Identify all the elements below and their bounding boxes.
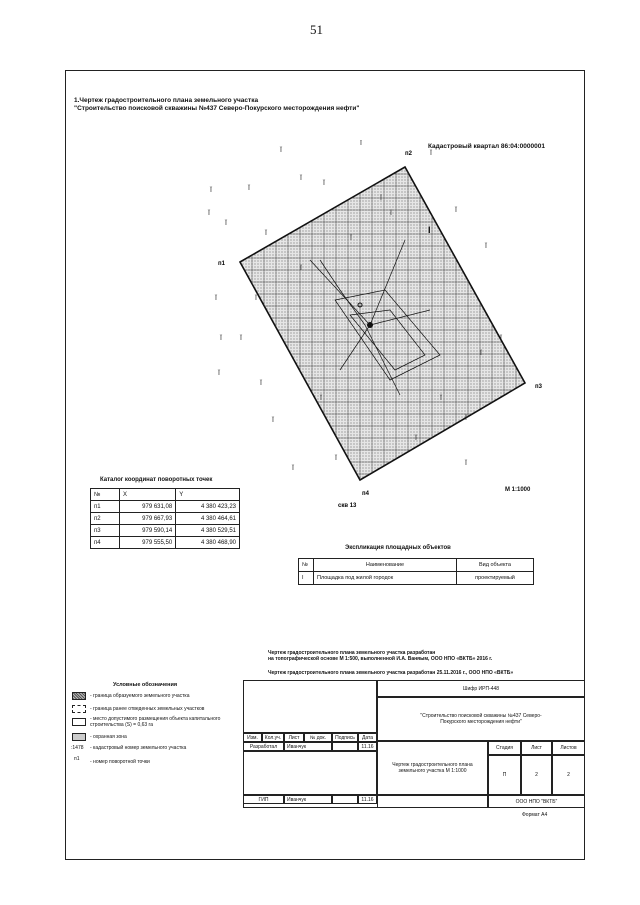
cadastral-quarter-label: Кадастровый квартал 86:04:0000001 bbox=[428, 143, 545, 150]
legend-swatch-protection-zone bbox=[72, 733, 86, 741]
cell-point: п2 bbox=[91, 513, 120, 525]
point-label-n4: п4 bbox=[362, 491, 369, 497]
cell-x: 979 667,93 bbox=[120, 513, 176, 525]
catalog-title: Каталог координат поворотных точек bbox=[100, 477, 213, 483]
svg-text:ĭ: ĭ bbox=[320, 395, 322, 402]
stamp-name: Иванчук bbox=[284, 742, 332, 751]
page-number: 51 bbox=[310, 22, 323, 37]
svg-text:ĭ: ĭ bbox=[210, 187, 212, 194]
svg-text:ĭ: ĭ bbox=[360, 140, 362, 147]
table-header-row bbox=[91, 489, 240, 501]
stamp-cipher: Шифр ИРП-448 bbox=[377, 680, 585, 697]
svg-text:ĭ: ĭ bbox=[248, 185, 250, 192]
svg-text:ĭ: ĭ bbox=[430, 150, 432, 157]
col-header-name: Наименование bbox=[314, 559, 457, 572]
stamp-empty-rows bbox=[243, 751, 377, 795]
table-row bbox=[91, 513, 240, 525]
note-line: на топографической основе М 1:500, выполненной И.А. Ваняым, ООО НПО «ВКТБ» 2016 г. bbox=[268, 656, 493, 662]
cell-point: п4 bbox=[91, 537, 120, 549]
cell-x: 979 631,08 bbox=[120, 501, 176, 513]
drawing-title bbox=[74, 97, 359, 113]
stamp-sheets-header: Листов bbox=[552, 741, 585, 755]
legend-cadastral-sample: :1478 bbox=[71, 745, 84, 751]
cell-type: проектируемый bbox=[457, 572, 534, 585]
explication-table bbox=[298, 558, 534, 585]
col-header-x: X bbox=[120, 489, 176, 501]
svg-text:ĭ: ĭ bbox=[218, 370, 220, 377]
legend-item: - граница образуемого земельного участка bbox=[90, 693, 190, 699]
stamp-stage-value: П bbox=[488, 755, 521, 795]
stamp-stage-header: Стадия bbox=[488, 741, 521, 755]
svg-text:ĭ: ĭ bbox=[220, 335, 222, 342]
table-header-row bbox=[299, 559, 534, 572]
stamp-date: 11.16 bbox=[358, 742, 377, 751]
col-header-num: № bbox=[91, 489, 120, 501]
legend-item: - номер поворотной точки bbox=[90, 759, 150, 765]
svg-text:ĭ: ĭ bbox=[465, 460, 467, 467]
stamp-header: Изм. bbox=[243, 733, 262, 742]
map-scale: М 1:1000 bbox=[505, 487, 531, 493]
legend-swatch-border bbox=[72, 705, 86, 713]
legend-swatch-building bbox=[72, 718, 86, 726]
legend-item: - кадастровый номер земельного участка bbox=[90, 745, 187, 751]
stamp-role: ГИП bbox=[243, 795, 284, 804]
stamp-date: 11.16 bbox=[358, 795, 377, 804]
cell-point: п1 bbox=[91, 501, 120, 513]
point-label-n2: п2 bbox=[405, 151, 412, 157]
svg-text:ĭ: ĭ bbox=[300, 265, 302, 272]
point-label-n3: п3 bbox=[535, 384, 542, 390]
svg-text:ĭ: ĭ bbox=[500, 335, 502, 342]
svg-text:ĭ: ĭ bbox=[300, 175, 302, 182]
svg-text:ĭ: ĭ bbox=[292, 465, 294, 472]
legend-swatch-plot bbox=[72, 692, 86, 700]
stamp-header: № док. bbox=[304, 733, 332, 742]
cell-y: 4 380 468,90 bbox=[176, 537, 240, 549]
object-label: I bbox=[428, 225, 431, 235]
col-header-type: Вид объекта bbox=[457, 559, 534, 572]
table-row bbox=[299, 572, 534, 585]
col-header-num: № bbox=[299, 559, 314, 572]
stamp-organization: ООО НПО "ВКТБ" bbox=[488, 795, 585, 808]
svg-text:ĭ: ĭ bbox=[272, 417, 274, 424]
stamp-sheets-value: 2 bbox=[552, 755, 585, 795]
svg-text:ĭ: ĭ bbox=[415, 435, 417, 442]
stamp-blank bbox=[377, 795, 488, 808]
svg-text:ĭ: ĭ bbox=[260, 380, 262, 387]
stamp-format: Формат А4 bbox=[522, 812, 548, 818]
stamp-header: Дата bbox=[358, 733, 377, 742]
land-plot-area bbox=[240, 167, 525, 480]
svg-text:ĭ: ĭ bbox=[215, 295, 217, 302]
note-line: Чертеж градостроительного плана земельного участка разработан 25.11.2016 г., ООО НПО «ВКТБ» bbox=[268, 670, 514, 676]
col-header-y: Y bbox=[176, 489, 240, 501]
svg-text:ĭ: ĭ bbox=[265, 230, 267, 237]
svg-text:ĭ: ĭ bbox=[255, 295, 257, 302]
svg-text:ĭ: ĭ bbox=[350, 235, 352, 242]
stamp-sheet-header: Лист bbox=[521, 741, 552, 755]
title-line-1: 1.Чертеж градостроительного плана земельного участка bbox=[74, 97, 259, 104]
svg-text:ĭ: ĭ bbox=[390, 210, 392, 217]
svg-text:ĭ: ĭ bbox=[335, 455, 337, 462]
table-row bbox=[91, 537, 240, 549]
table-row bbox=[91, 525, 240, 537]
stamp-sheet-title: Чертеж градостроительного плана земельного участка М 1:1000 bbox=[377, 741, 488, 795]
cell-point: п3 bbox=[91, 525, 120, 537]
legend-title: Условные обозначения bbox=[113, 682, 178, 688]
note-line: Чертеж градостроительного плана земельного участка разработан bbox=[268, 650, 436, 656]
point-label-n1: п1 bbox=[218, 261, 225, 267]
stamp-name: Иванчук bbox=[284, 795, 332, 804]
svg-text:ĭ: ĭ bbox=[225, 220, 227, 227]
cell-num: I bbox=[299, 572, 314, 585]
title-line-2: "Строительство поисковой скважины №437 Северо-Покурского месторождения нефти" bbox=[74, 105, 360, 112]
stamp-header: Кол.уч. bbox=[262, 733, 284, 742]
svg-text:ĭ: ĭ bbox=[380, 195, 382, 202]
well-marker bbox=[367, 322, 373, 328]
stamp-header: Подпись bbox=[332, 733, 358, 742]
cell-x: 979 555,50 bbox=[120, 537, 176, 549]
well-label: скв 13 bbox=[338, 503, 357, 509]
revision-area bbox=[243, 680, 377, 733]
legend-item: - охранная зона bbox=[90, 734, 127, 740]
coordinates-table bbox=[90, 488, 240, 549]
legend-item: - граница ранее отведенных земельных участков bbox=[90, 706, 205, 712]
cell-y: 4 380 529,51 bbox=[176, 525, 240, 537]
svg-text:ĭ: ĭ bbox=[323, 180, 325, 187]
svg-text:ĭ: ĭ bbox=[455, 207, 457, 214]
svg-text:ĭ: ĭ bbox=[485, 243, 487, 250]
explication-title: Экспликация площадных объектов bbox=[345, 545, 451, 551]
cell-y: 4 380 423,23 bbox=[176, 501, 240, 513]
cell-y: 4 380 464,61 bbox=[176, 513, 240, 525]
cell-name: Площадка под жилой городок bbox=[314, 572, 457, 585]
svg-text:ĭ: ĭ bbox=[208, 210, 210, 217]
svg-text:ĭ: ĭ bbox=[240, 335, 242, 342]
svg-text:ĭ: ĭ bbox=[465, 415, 467, 422]
table-row bbox=[91, 501, 240, 513]
site-plan-map bbox=[200, 140, 580, 510]
notes bbox=[268, 650, 513, 676]
svg-text:ĭ: ĭ bbox=[480, 350, 482, 357]
stamp-project: "Строительство поисковой скважины №437 Северо-Покурского месторождения нефти" bbox=[377, 697, 585, 741]
stamp-signature bbox=[332, 742, 358, 751]
stamp-header: Лист bbox=[284, 733, 304, 742]
stamp-role: Разработал bbox=[243, 742, 284, 751]
cell-x: 979 590,14 bbox=[120, 525, 176, 537]
stamp-signature bbox=[332, 795, 358, 804]
legend-item: - место допустимого размещения объекта капитального строительства (S) = 0,63 га bbox=[90, 716, 221, 728]
svg-text:ĭ: ĭ bbox=[440, 395, 442, 402]
legend-point-sample: п1 bbox=[74, 756, 80, 762]
stamp-sheet-value: 2 bbox=[521, 755, 552, 795]
svg-text:ĭ: ĭ bbox=[280, 147, 282, 154]
